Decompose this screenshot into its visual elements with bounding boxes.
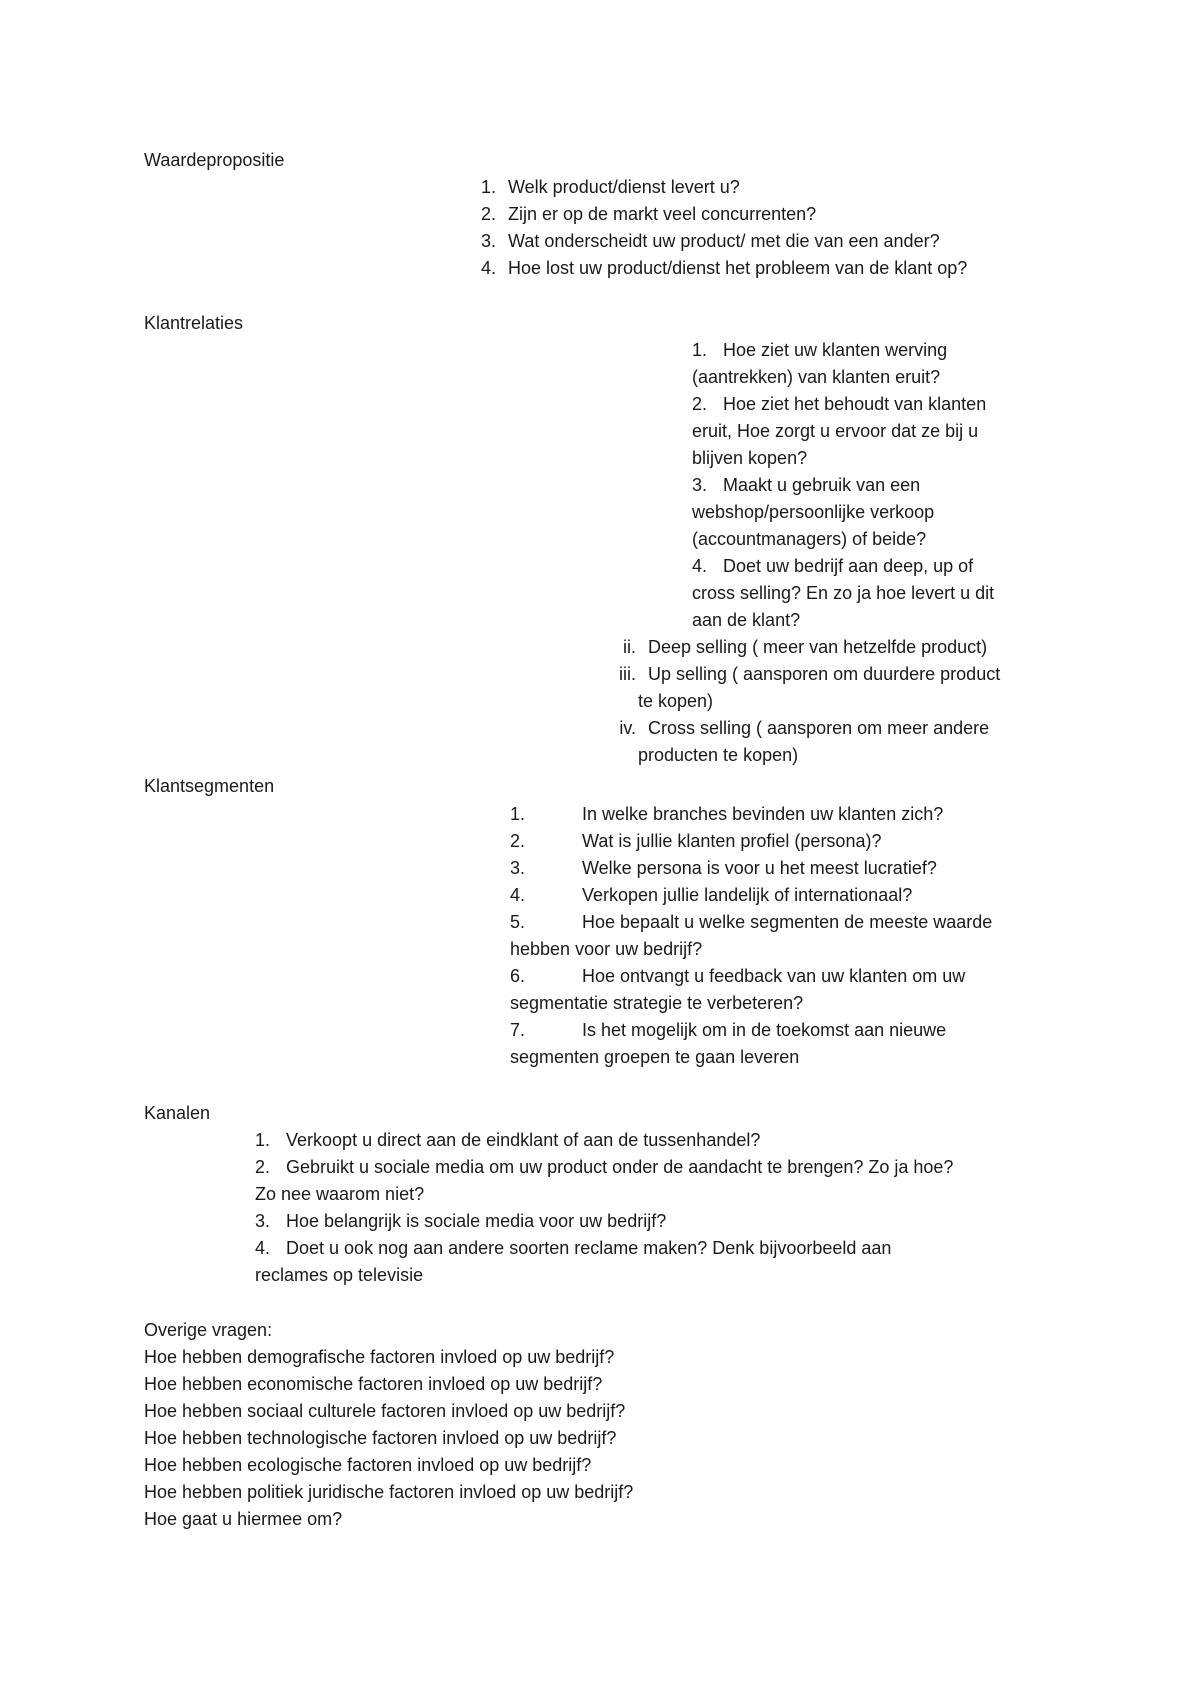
list-item: 4. Doet u ook nog aan andere soorten reclame maken? Denk bijvoorbeeld aan bbox=[255, 1238, 892, 1258]
list-item-continuation: aan de klant? bbox=[692, 610, 801, 630]
list-item: 3. Hoe belangrijk is sociale media voor uw bedrijf? bbox=[255, 1211, 667, 1231]
question-line: Hoe gaat u hiermee om? bbox=[144, 1509, 343, 1529]
question-line: Hoe hebben sociaal culturele factoren invloed op uw bedrijf? bbox=[144, 1401, 626, 1421]
heading-waardepropositie: Waardepropositie bbox=[144, 150, 285, 170]
question-line: Hoe hebben technologische factoren invloed op uw bedrijf? bbox=[144, 1428, 617, 1448]
list-item: 3. Wat onderscheidt uw product/ met die van een ander? bbox=[480, 231, 940, 251]
sub-list-item: iv. Cross selling ( aansporen om meer andere bbox=[619, 718, 990, 738]
list-item-continuation: (accountmanagers) of beide? bbox=[692, 529, 927, 549]
list-item: 4. Hoe lost uw product/dienst het probleem van de klant op? bbox=[480, 258, 968, 278]
list-item: 4. Verkopen jullie landelijk of internationaal? bbox=[510, 885, 913, 905]
list-item-continuation: (aantrekken) van klanten eruit? bbox=[692, 367, 941, 387]
list-item-continuation: webshop/persoonlijke verkoop bbox=[692, 502, 935, 522]
list-item: 2. Wat is jullie klanten profiel (persona)? bbox=[510, 831, 882, 851]
question-line: Hoe hebben economische factoren invloed op uw bedrijf? bbox=[144, 1374, 603, 1394]
question-line: Hoe hebben ecologische factoren invloed op uw bedrijf? bbox=[144, 1455, 592, 1475]
list-item-continuation: eruit, Hoe zorgt u ervoor dat ze bij u bbox=[692, 421, 979, 441]
list-item: 4. Doet uw bedrijf aan deep, up of bbox=[692, 556, 974, 576]
list-item: 1. Verkoopt u direct aan de eindklant of aan de tussenhandel? bbox=[255, 1130, 761, 1150]
list-item: 2. Zijn er op de markt veel concurrenten? bbox=[480, 204, 817, 224]
list-item-continuation: hebben voor uw bedrijf? bbox=[510, 939, 703, 959]
list-item: 3. Welke persona is voor u het meest lucratief? bbox=[510, 858, 937, 878]
question-line: Hoe hebben demografische factoren invloed op uw bedrijf? bbox=[144, 1347, 615, 1367]
heading-overige-vragen: Overige vragen: bbox=[144, 1320, 273, 1340]
list-item: 7. Is het mogelijk om in de toekomst aan nieuwe bbox=[510, 1020, 947, 1040]
list-item: 5. Hoe bepaalt u welke segmenten de meeste waarde bbox=[510, 912, 993, 932]
heading-klantsegmenten: Klantsegmenten bbox=[144, 776, 275, 796]
list-item: 2. Hoe ziet het behoudt van klanten bbox=[692, 394, 987, 414]
list-item-continuation: segmentatie strategie te verbeteren? bbox=[510, 993, 804, 1013]
sub-list-item: iii. Up selling ( aansporen om duurdere product bbox=[619, 664, 1001, 684]
list-item: 1. In welke branches bevinden uw klanten zich? bbox=[510, 804, 944, 824]
heading-kanalen: Kanalen bbox=[144, 1103, 211, 1123]
heading-klantrelaties: Klantrelaties bbox=[144, 313, 244, 333]
list-item-continuation: cross selling? En zo ja hoe levert u dit bbox=[692, 583, 995, 603]
sub-list-item-continuation: te kopen) bbox=[638, 691, 714, 711]
list-item: 3. Maakt u gebruik van een bbox=[692, 475, 921, 495]
list-item: 2. Gebruikt u sociale media om uw product onder de aandacht te brengen? Zo ja hoe? bbox=[255, 1157, 954, 1177]
list-item-continuation: reclames op televisie bbox=[255, 1265, 424, 1285]
list-item: 1. Hoe ziet uw klanten werving bbox=[692, 340, 948, 360]
list-item-continuation: blijven kopen? bbox=[692, 448, 808, 468]
list-item-continuation: Zo nee waarom niet? bbox=[255, 1184, 425, 1204]
list-item: 1. Welk product/dienst levert u? bbox=[480, 177, 740, 197]
question-line: Hoe hebben politiek juridische factoren invloed op uw bedrijf? bbox=[144, 1482, 634, 1502]
sub-list-item: ii. Deep selling ( meer van hetzelfde product) bbox=[623, 637, 988, 657]
list-item-continuation: segmenten groepen te gaan leveren bbox=[510, 1047, 800, 1067]
list-item: 6. Hoe ontvangt u feedback van uw klanten om uw bbox=[510, 966, 966, 986]
sub-list-item-continuation: producten te kopen) bbox=[638, 745, 799, 765]
